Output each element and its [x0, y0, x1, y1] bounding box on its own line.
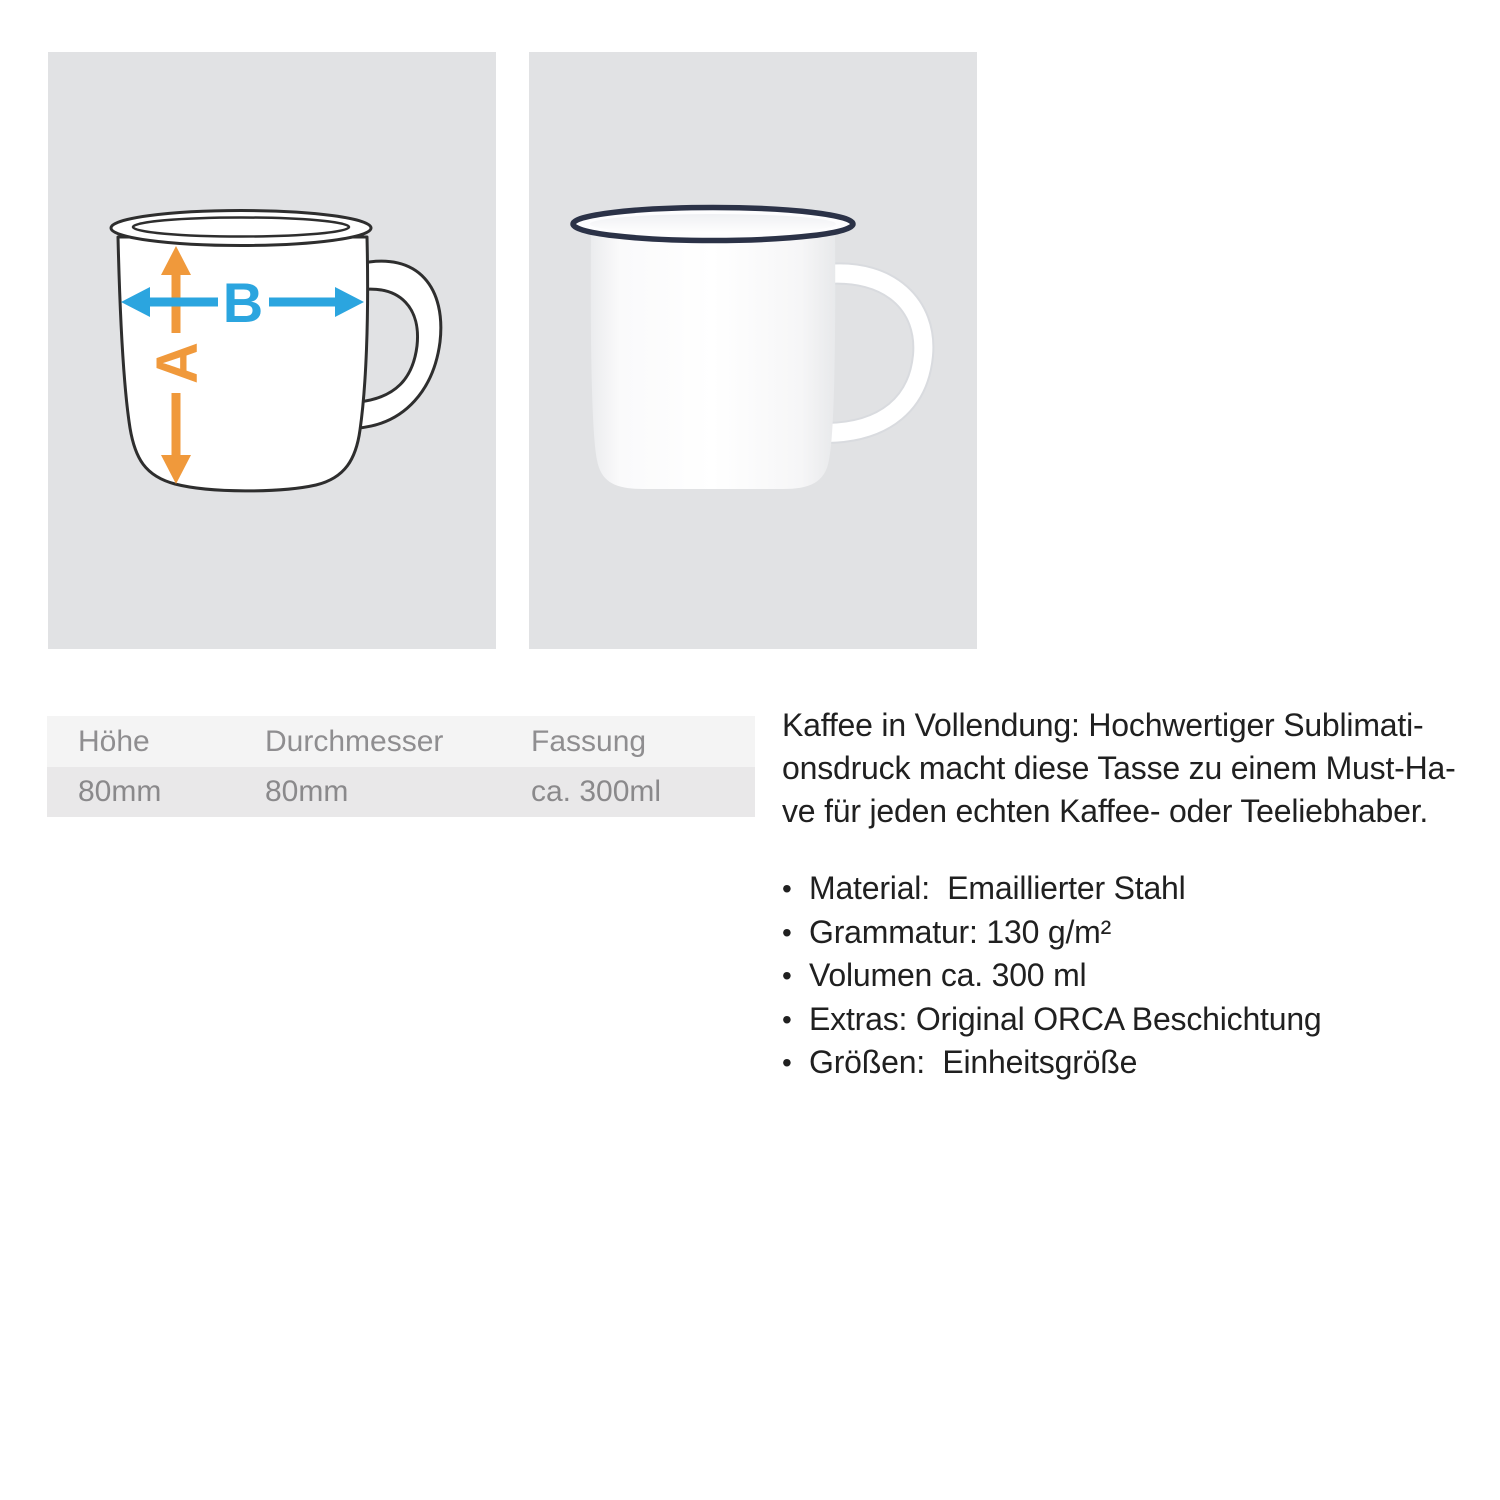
header-fassung: Fassung — [531, 724, 647, 758]
paragraph-line: ve für jeden echten Kaffee- oder Teeliebhaber. — [782, 793, 1429, 829]
spec-item-extras — [782, 998, 1496, 1042]
photo-mug-body — [591, 228, 836, 489]
bullet-icon: • — [782, 1003, 792, 1035]
spec-item-grammatur — [782, 911, 1496, 955]
product-description — [782, 704, 1496, 1085]
paragraph-line: onsdruck macht diese Tasse zu einem Must-Ha- — [782, 750, 1456, 786]
value-fassung: ca. 300ml — [531, 775, 662, 808]
header-durchmesser: Durchmesser — [265, 724, 444, 758]
enamel-mug-photo — [529, 52, 977, 649]
spec-item-text: Größen: Einheitsgröße — [809, 1044, 1138, 1080]
paragraph-line: Kaffee in Vollendung: Hochwertiger Sublimati- — [782, 707, 1424, 743]
diagram-mug-opening — [133, 218, 349, 237]
spec-item-material — [782, 867, 1496, 911]
size-table-header-row — [47, 716, 755, 767]
value-durchmesser: 80mm — [265, 775, 349, 808]
spec-item-text: Grammatur: 130 g/m² — [809, 913, 1112, 950]
photo-mug-opening — [590, 214, 836, 234]
bullet-icon: • — [782, 916, 792, 948]
spec-list — [782, 867, 1496, 1085]
description-paragraph — [782, 704, 1496, 833]
value-hoehe: 80mm — [78, 775, 162, 808]
size-table-value-row — [47, 767, 755, 817]
dimension-label-a: A — [144, 342, 210, 384]
mug-measurement-diagram — [48, 52, 496, 649]
size-table — [47, 716, 755, 817]
dimension-label-b: B — [222, 271, 264, 335]
photo-mug-handle — [827, 263, 933, 443]
product-photo-panel — [529, 52, 977, 649]
diagram-mug-handle — [358, 261, 441, 428]
bullet-icon: • — [782, 873, 792, 904]
spec-item-groessen — [782, 1041, 1496, 1085]
spec-item-text: Volumen ca. 300 ml — [809, 957, 1087, 993]
spec-item-text: Material: Emaillierter Stahl — [809, 870, 1186, 906]
spec-item-text: Extras: Original ORCA Beschichtung — [809, 1000, 1322, 1037]
header-hoehe: Höhe — [78, 724, 150, 758]
bullet-icon: • — [782, 1047, 792, 1078]
spec-item-volumen — [782, 954, 1496, 998]
bullet-icon: • — [782, 960, 792, 991]
size-diagram-panel — [48, 52, 496, 649]
